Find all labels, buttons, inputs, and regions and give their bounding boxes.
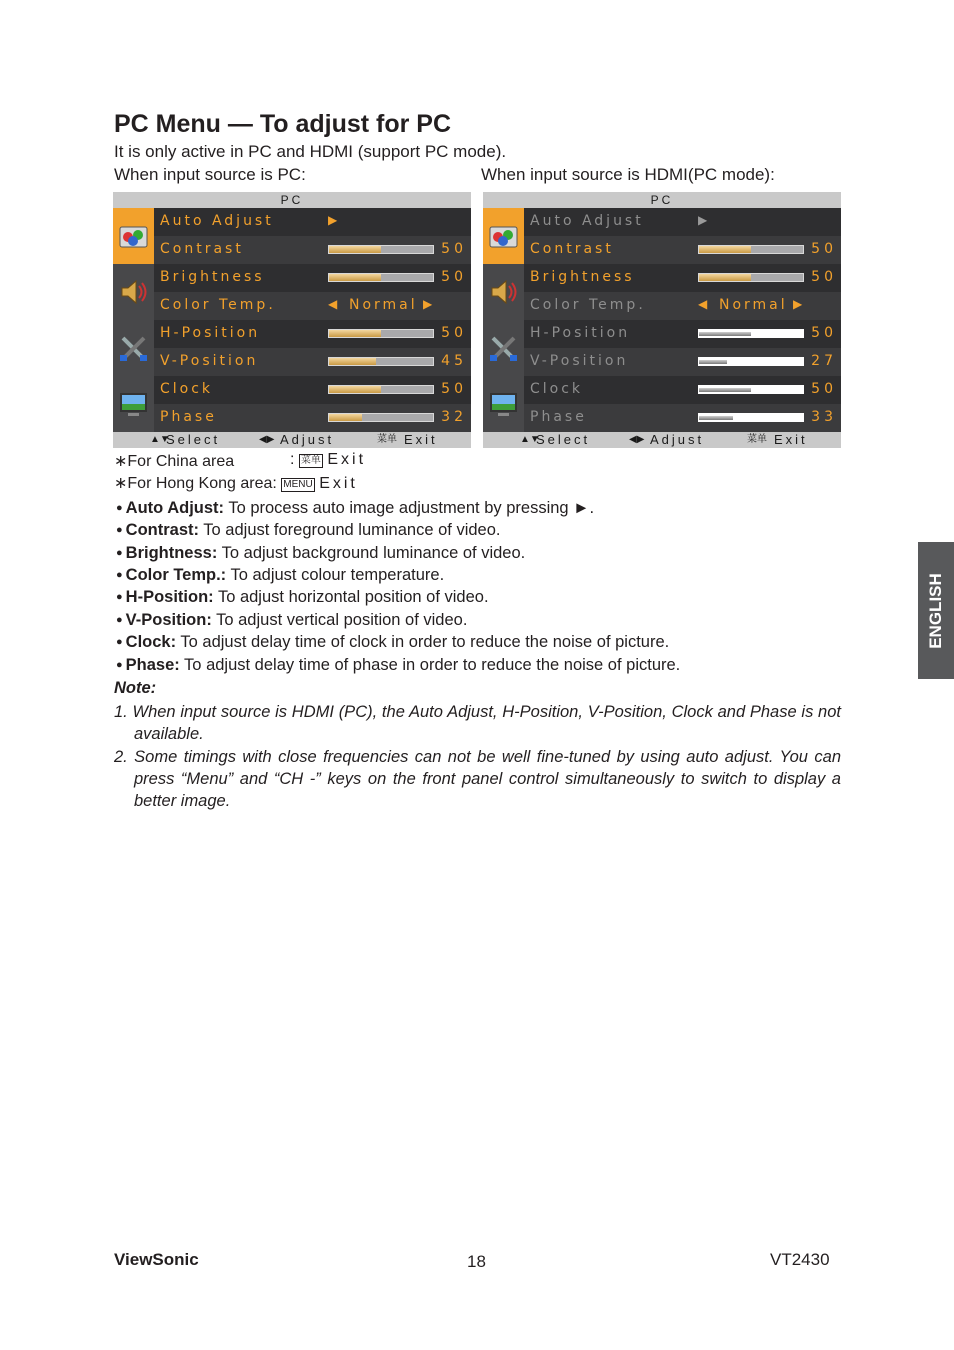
bullet-dot-icon: ●: [116, 659, 123, 671]
osd-footer: [113, 432, 471, 448]
bullet-contrast: [116, 521, 500, 540]
osd-value: 27: [811, 353, 837, 369]
left-arrow-icon[interactable]: ◀: [698, 297, 708, 311]
language-tab: [918, 542, 954, 679]
osd-row-label: Auto Adjust: [530, 213, 644, 229]
osd-row-v-position: [524, 348, 841, 376]
osd-slider: [698, 385, 804, 394]
speaker-icon: [118, 277, 149, 307]
hk-exit-label: Exit: [319, 475, 358, 492]
bullet-term: Phase:: [125, 656, 180, 674]
osd-slider: [698, 357, 804, 366]
osd-slider-fill: [329, 414, 362, 421]
osd-row-label: H-Position: [160, 325, 261, 341]
osd-row-label: Color Temp.: [160, 297, 276, 313]
osd-row-contrast[interactable]: [524, 236, 841, 264]
osd-slider[interactable]: [698, 245, 804, 254]
osd-row-label: Contrast: [160, 241, 244, 257]
osd-value: 50: [441, 381, 467, 397]
caption-pc: When input source is PC:: [114, 165, 306, 184]
osd-header: PC: [483, 192, 841, 208]
bullet-h-position: [116, 588, 489, 607]
osd-value: 50: [441, 241, 467, 257]
osd-row-contrast[interactable]: [154, 236, 471, 264]
osd-value: 50: [811, 325, 837, 341]
osd-sidebar: [113, 208, 154, 432]
osd-slider-fill: [699, 246, 751, 253]
osd-slider[interactable]: [328, 413, 434, 422]
bullet-auto-adjust: [116, 499, 594, 518]
bullet-dot-icon: ●: [116, 591, 123, 603]
picture-icon: [118, 221, 149, 251]
osd-slider[interactable]: [328, 329, 434, 338]
osd-row-label: Brightness: [160, 269, 265, 285]
bullet-dot-icon: ●: [116, 524, 123, 536]
osd-value: 50: [811, 381, 837, 397]
footer-page-number: 18: [467, 1252, 486, 1271]
footer-select: Select: [536, 432, 591, 447]
osd-row-label: V-Position: [160, 353, 259, 369]
bullet-dot-icon: ●: [116, 636, 123, 648]
footer-model: VT2430: [770, 1250, 830, 1269]
right-arrow-icon: ▶: [698, 213, 708, 227]
leftright-arrow-icon: ◀▶: [259, 434, 275, 445]
hk-area-label: For Hong Kong area:: [127, 475, 277, 492]
osd-sidebar: [483, 208, 524, 432]
osd-row-color-temp[interactable]: [154, 292, 471, 320]
osd-slider[interactable]: [698, 273, 804, 282]
footer-adjust: Adjust: [650, 432, 705, 447]
bullet-term: H-Position:: [125, 588, 214, 606]
bullet-text: To adjust vertical position of video.: [211, 611, 468, 629]
osd-slider-fill: [329, 358, 376, 365]
osd-menu-pc: [113, 192, 471, 448]
bullet-text: To process auto image adjustment by pressing ►.: [224, 499, 595, 517]
osd-slider[interactable]: [328, 245, 434, 254]
osd-row-label: Phase: [530, 409, 587, 425]
page-title: PC Menu — To adjust for PC: [114, 110, 452, 138]
right-arrow-icon: ▶: [328, 213, 338, 227]
osd-row-label: Auto Adjust: [160, 213, 274, 229]
osd-slider[interactable]: [328, 385, 434, 394]
hk-area-note: [114, 473, 358, 493]
footer-brand: ViewSonic: [114, 1250, 199, 1269]
osd-row-phase[interactable]: [154, 404, 471, 432]
osd-row-clock: [524, 376, 841, 404]
footer-adjust: Adjust: [280, 432, 335, 447]
osd-option: Normal: [349, 297, 418, 313]
osd-slider: [698, 329, 804, 338]
right-arrow-icon[interactable]: ▶: [793, 297, 803, 311]
china-exit-label: Exit: [327, 451, 367, 468]
bullet-dot-icon: ●: [116, 502, 123, 514]
osd-slider-fill: [699, 274, 751, 281]
picture-icon: [488, 221, 519, 251]
bullet-term: Clock:: [125, 633, 177, 651]
right-arrow-icon[interactable]: ▶: [423, 297, 433, 311]
footer-exit: Exit: [774, 432, 808, 447]
osd-slider-fill: [699, 416, 733, 420]
bullet-text: To adjust horizontal position of video.: [213, 588, 489, 606]
osd-value: 32: [441, 409, 467, 425]
osd-row-phase: [524, 404, 841, 432]
osd-row-brightness[interactable]: [524, 264, 841, 292]
updown-arrow-icon: ▲▼: [150, 434, 170, 445]
bullet-clock: [116, 633, 669, 652]
china-menu-key-icon: 菜单: [300, 455, 321, 466]
osd-value: 45: [441, 353, 467, 369]
bullet-v-position: [116, 611, 467, 630]
note-item-1: 1. When input source is HDMI (PC), the Auto Adjust, H-Position, V-Position, Clock and Phase is not available.: [114, 703, 841, 743]
osd-slider[interactable]: [328, 273, 434, 282]
bullet-text: To adjust delay time of clock in order to reduce the noise of picture.: [176, 633, 670, 651]
osd-row-label: Clock: [530, 381, 584, 397]
osd-value: 50: [811, 241, 837, 257]
bullet-brightness: [116, 544, 525, 563]
bullet-term: Auto Adjust:: [125, 499, 225, 517]
left-arrow-icon[interactable]: ◀: [328, 297, 338, 311]
footer-select: Select: [166, 432, 221, 447]
osd-row-auto-adjust: [524, 208, 841, 236]
osd-value: 50: [441, 325, 467, 341]
bullet-text: To adjust background luminance of video.: [217, 544, 526, 562]
note-item-2: 2. Some timings with close frequencies can not be well fine-tuned by using auto adjust. You can press “Menu” and “CH -” keys on the front panel control simultaneously to switch to display a better image.: [114, 748, 841, 810]
bullet-term: Contrast:: [125, 521, 199, 539]
language-tab-label: ENGLISH: [926, 572, 945, 649]
asterisk-icon: ∗: [114, 475, 128, 492]
osd-row-h-position[interactable]: [154, 320, 471, 348]
asterisk-icon: ∗: [114, 453, 128, 470]
leftright-arrow-icon: ◀▶: [629, 434, 645, 445]
bullet-dot-icon: ●: [116, 547, 123, 559]
caption-hdmi: When input source is HDMI(PC mode):: [481, 165, 775, 184]
bullet-phase: [116, 656, 680, 675]
osd-slider-fill: [329, 246, 381, 253]
bullet-text: To adjust colour temperature.: [226, 566, 445, 584]
updown-arrow-icon: ▲▼: [520, 434, 540, 445]
bullet-text: To adjust delay time of phase in order to reduce the noise of picture.: [179, 656, 681, 674]
hk-menu-key-icon: MENU: [283, 479, 313, 490]
osd-slider-fill: [699, 360, 727, 364]
china-area-note: ∗For China area : 菜单 Exit: [114, 451, 367, 470]
bullet-term: V-Position:: [125, 611, 212, 629]
menu-key-icon: 菜单: [747, 434, 767, 445]
osd-slider-fill: [329, 386, 381, 393]
bullet-color-temp: [116, 566, 444, 585]
osd-slider-fill: [699, 332, 751, 336]
osd-slider: [698, 413, 804, 422]
osd-row-color-temp[interactable]: [524, 292, 841, 320]
tools-icon: [118, 333, 149, 363]
osd-option: Normal: [719, 297, 788, 313]
osd-menu-hdmi: [483, 192, 841, 448]
osd-slider-fill: [699, 388, 751, 392]
osd-row-label: Phase: [160, 409, 217, 425]
osd-value: 50: [811, 269, 837, 285]
osd-slider[interactable]: [328, 357, 434, 366]
monitor-icon: [488, 389, 519, 419]
osd-row-label: H-Position: [530, 325, 631, 341]
osd-row-v-position[interactable]: [154, 348, 471, 376]
bullet-term: Brightness:: [125, 544, 218, 562]
monitor-icon: [118, 389, 149, 419]
osd-header: PC: [113, 192, 471, 208]
osd-row-label: Color Temp.: [530, 297, 646, 313]
osd-slider-fill: [329, 330, 381, 337]
osd-slider-fill: [329, 274, 381, 281]
intro-text: It is only active in PC and HDMI (support PC mode).: [114, 142, 507, 161]
osd-row-brightness[interactable]: [154, 264, 471, 292]
osd-row-label: Contrast: [530, 241, 614, 257]
menu-key-icon: 菜单: [377, 434, 397, 445]
speaker-icon: [488, 277, 519, 307]
osd-row-h-position: [524, 320, 841, 348]
bullet-text: To adjust foreground luminance of video.: [199, 521, 501, 539]
osd-rows: [154, 208, 471, 432]
osd-value: 33: [811, 409, 837, 425]
osd-row-label: Brightness: [530, 269, 635, 285]
bullet-term: Color Temp.:: [125, 566, 227, 584]
china-area-label: For China area: [127, 453, 235, 470]
osd-value: 50: [441, 269, 467, 285]
osd-row-label: V-Position: [530, 353, 629, 369]
osd-row-clock[interactable]: [154, 376, 471, 404]
osd-row-auto-adjust[interactable]: [154, 208, 471, 236]
tools-icon: [488, 333, 519, 363]
osd-rows: [524, 208, 841, 432]
bullet-dot-icon: ●: [116, 614, 123, 626]
osd-row-label: Clock: [160, 381, 214, 397]
footer-exit: Exit: [404, 432, 438, 447]
bullet-dot-icon: ●: [116, 569, 123, 581]
osd-footer: [483, 432, 841, 448]
note-heading: Note:: [114, 679, 157, 697]
